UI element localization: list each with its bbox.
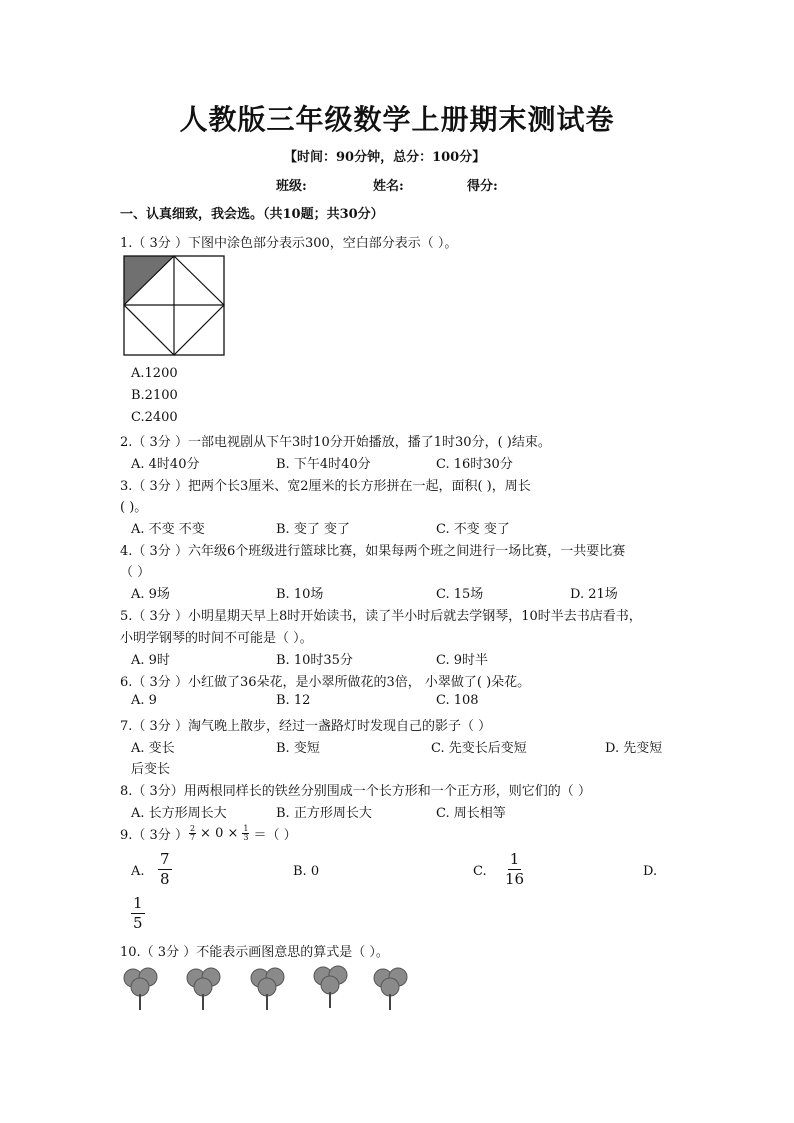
q2-option-a[interactable]: A. 4时40分 (131, 457, 200, 472)
flower-bunch-icon (310, 962, 352, 1010)
q8-option-b[interactable]: B. 正方形周长大 (276, 806, 372, 821)
q6-option-a[interactable]: A. 9 (131, 693, 157, 708)
q3-option-c[interactable]: C. 不变 变了 (436, 522, 510, 537)
q9-option-b[interactable]: B. 0 (293, 864, 320, 879)
q3-option-a[interactable]: A. 不变 不变 (131, 522, 205, 537)
q9-mid: × 0 × (200, 826, 239, 841)
q9-option-d-label[interactable]: D. (643, 864, 658, 879)
flower-bunch-icon (183, 964, 225, 1012)
q2-option-b[interactable]: B. 下午4时40分 (276, 457, 371, 472)
q7-option-d-cont: 后变长 (131, 762, 171, 777)
question-3-text-cont: ( )。 (120, 500, 148, 515)
question-8-text: 8.（ 3分）用两根同样长的铁丝分别围成一个长方形和一个正方形，则它们的（ ） (120, 784, 591, 799)
q3-option-b[interactable]: B. 变了 变了 (276, 522, 350, 537)
question-5-text: 5.（ 3分 ）小明星期天早上8时开始读书，读了半小时后就去学钢琴，10时半去书店看书， (120, 609, 642, 624)
q5-option-b[interactable]: B. 10时35分 (276, 653, 353, 668)
question-7-text: 7.（ 3分 ）淘气晚上散步，经过一盏路灯时发现自己的影子（ ） (120, 719, 492, 734)
q9-suffix: ＝（ ） (253, 828, 297, 843)
q4-option-d[interactable]: D. 21场 (570, 587, 618, 602)
flower-bunch-icon (370, 964, 412, 1012)
question-1-text: 1.（ 3分 ）下图中涂色部分表示300，空白部分表示（ ）。 (120, 236, 458, 251)
q6-option-c[interactable]: C. 108 (436, 693, 479, 708)
q8-option-c[interactable]: C. 周长相等 (436, 806, 506, 821)
question-9-text (120, 824, 297, 843)
section-heading: 一、认真细致，我会选。（共10题；共30分） (120, 207, 384, 222)
class-label: 班级: (276, 179, 307, 194)
time-info: 【时间：90分钟，总分：100分】 (284, 150, 486, 165)
q2-option-c[interactable]: C. 16时30分 (436, 457, 513, 472)
q9-prefix: 9.（ 3分 ） (120, 828, 188, 843)
q9-option-c-label[interactable]: C. (473, 864, 487, 879)
q7-option-a[interactable]: A. 变长 (131, 741, 175, 756)
question-2-text: 2.（ 3分 ）一部电视剧从下午3时10分开始播放，播了1时30分，( )结束。 (120, 435, 551, 450)
q9-option-c-fraction[interactable]: $\frac{1}{16}$ (505, 850, 525, 888)
question-6-text: 6.（ 3分 ）小红做了36朵花，是小翠所做花的3倍， 小翠做了( )朵花。 (120, 675, 531, 690)
q9-option-a-label[interactable]: A. (131, 864, 145, 879)
question-4-text-cont: （ ） (120, 565, 151, 580)
q6-option-b[interactable]: B. 12 (276, 693, 311, 708)
q8-option-a[interactable]: A. 长方形周长大 (131, 806, 227, 821)
question-5-text-cont: 小明学钢琴的时间不可能是（ ）。 (120, 631, 313, 646)
q1-option-c[interactable]: C.2400 (131, 410, 178, 425)
question-3-text: 3.（ 3分 ）把两个长3厘米、宽2厘米的长方形拼在一起，面积( )，周长 (120, 479, 531, 494)
fraction-one-third: $\frac{1}{3}$ (243, 824, 249, 842)
q5-option-a[interactable]: A. 9时 (131, 653, 170, 668)
q1-option-a[interactable]: A.1200 (131, 366, 178, 381)
flower-bunch-icon (120, 964, 162, 1012)
square-diagram (123, 255, 225, 356)
q9-option-d-fraction[interactable]: $\frac{1}{5}$ (133, 894, 143, 932)
name-label: 姓名: (373, 179, 404, 194)
score-label: 得分: (467, 179, 498, 194)
question-10-text: 10.（ 3分 ）不能表示画图意思的算式是（ ）。 (120, 945, 389, 960)
q4-option-b[interactable]: B. 10场 (276, 587, 324, 602)
page-title: 人教版三年级数学上册期末测试卷 (179, 103, 615, 136)
fraction-two-sevenths: $\frac{2}{7}$ (189, 824, 196, 842)
q7-option-b[interactable]: B. 变短 (276, 741, 320, 756)
question-4-text: 4.（ 3分 ）六年级6个班级进行篮球比赛，如果每两个班之间进行一场比赛，一共要比赛 (120, 544, 626, 559)
q9-option-a-fraction[interactable]: $\frac{7}{8}$ (160, 850, 170, 888)
flower-bunch-icon (247, 964, 289, 1012)
q7-option-d[interactable]: D. 先变短 (605, 741, 663, 756)
q1-option-b[interactable]: B.2100 (131, 388, 178, 403)
q4-option-a[interactable]: A. 9场 (131, 587, 170, 602)
q7-option-c[interactable]: C. 先变长后变短 (431, 741, 527, 756)
q4-option-c[interactable]: C. 15场 (436, 587, 484, 602)
q5-option-c[interactable]: C. 9时半 (436, 653, 489, 668)
